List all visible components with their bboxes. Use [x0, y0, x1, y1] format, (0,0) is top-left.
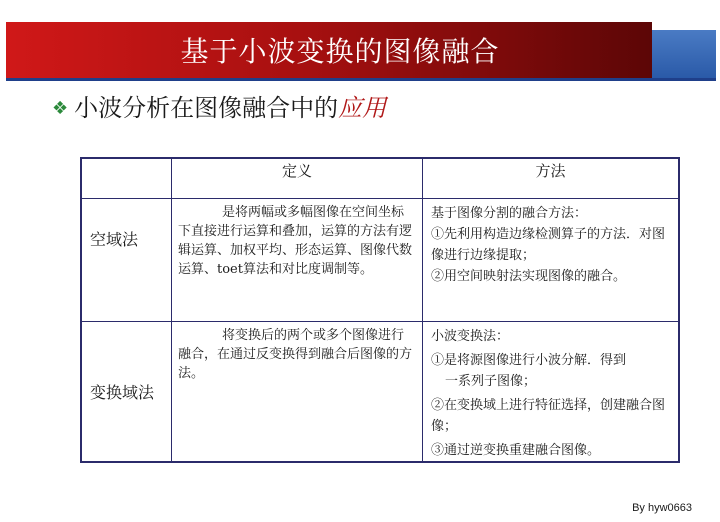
- diamond-cluster-icon: ❖: [52, 98, 69, 119]
- definition-text: 是将两幅或多幅图像在空间坐标下直接进行运算和叠加，运算的方法有逻辑运算、加权平均、形态运算、图像代数运算、toet算法和对比度调制等。: [178, 204, 413, 277]
- title-accent-block: [652, 30, 716, 78]
- header-cell-empty: [81, 158, 172, 198]
- method-line: 基于图像分割的融合方法：: [431, 205, 588, 221]
- table-row: [81, 198, 679, 321]
- method-cell: [423, 321, 680, 462]
- method-line: ②用空间映射法实现图像的融合。: [431, 268, 627, 284]
- method-line: 小波变换法：: [431, 328, 510, 344]
- method-cell: [423, 198, 680, 321]
- subtitle-emphasis: 应用: [338, 94, 387, 122]
- table-row: [81, 321, 679, 462]
- method-line: ①是将源图像进行小波分解．得到: [431, 352, 627, 368]
- table-header-row: [81, 158, 679, 198]
- header-cell-definition: 定义: [172, 158, 423, 198]
- definition-text: 将变换后的两个或多个图像进行融合，在通过反变换得到融合后图像的方法。: [178, 327, 413, 381]
- header-cell-method: 方法: [423, 158, 680, 198]
- definition-cell: [172, 198, 423, 321]
- subtitle-line: [52, 90, 386, 126]
- method-line: ①先利用构造边缘检测算子的方法．对图像进行边缘提取；: [431, 226, 666, 263]
- row-label: 变换域法: [81, 321, 172, 462]
- subtitle-main: 小波分析在图像融合中的: [74, 94, 339, 122]
- method-line: 一系列子图像；: [445, 373, 537, 389]
- slide-title: 基于小波变换的图像融合: [180, 35, 500, 68]
- title-underline: [6, 78, 716, 81]
- method-line: ②在变换域上进行特征选择，创建融合图像；: [431, 397, 666, 434]
- footer-credit: By hyw0663: [632, 502, 692, 514]
- row-label: 空域法: [81, 198, 172, 321]
- comparison-table: [80, 157, 680, 463]
- definition-cell: [172, 321, 423, 462]
- method-line: ③通过逆变换重建融合图像。: [431, 442, 601, 458]
